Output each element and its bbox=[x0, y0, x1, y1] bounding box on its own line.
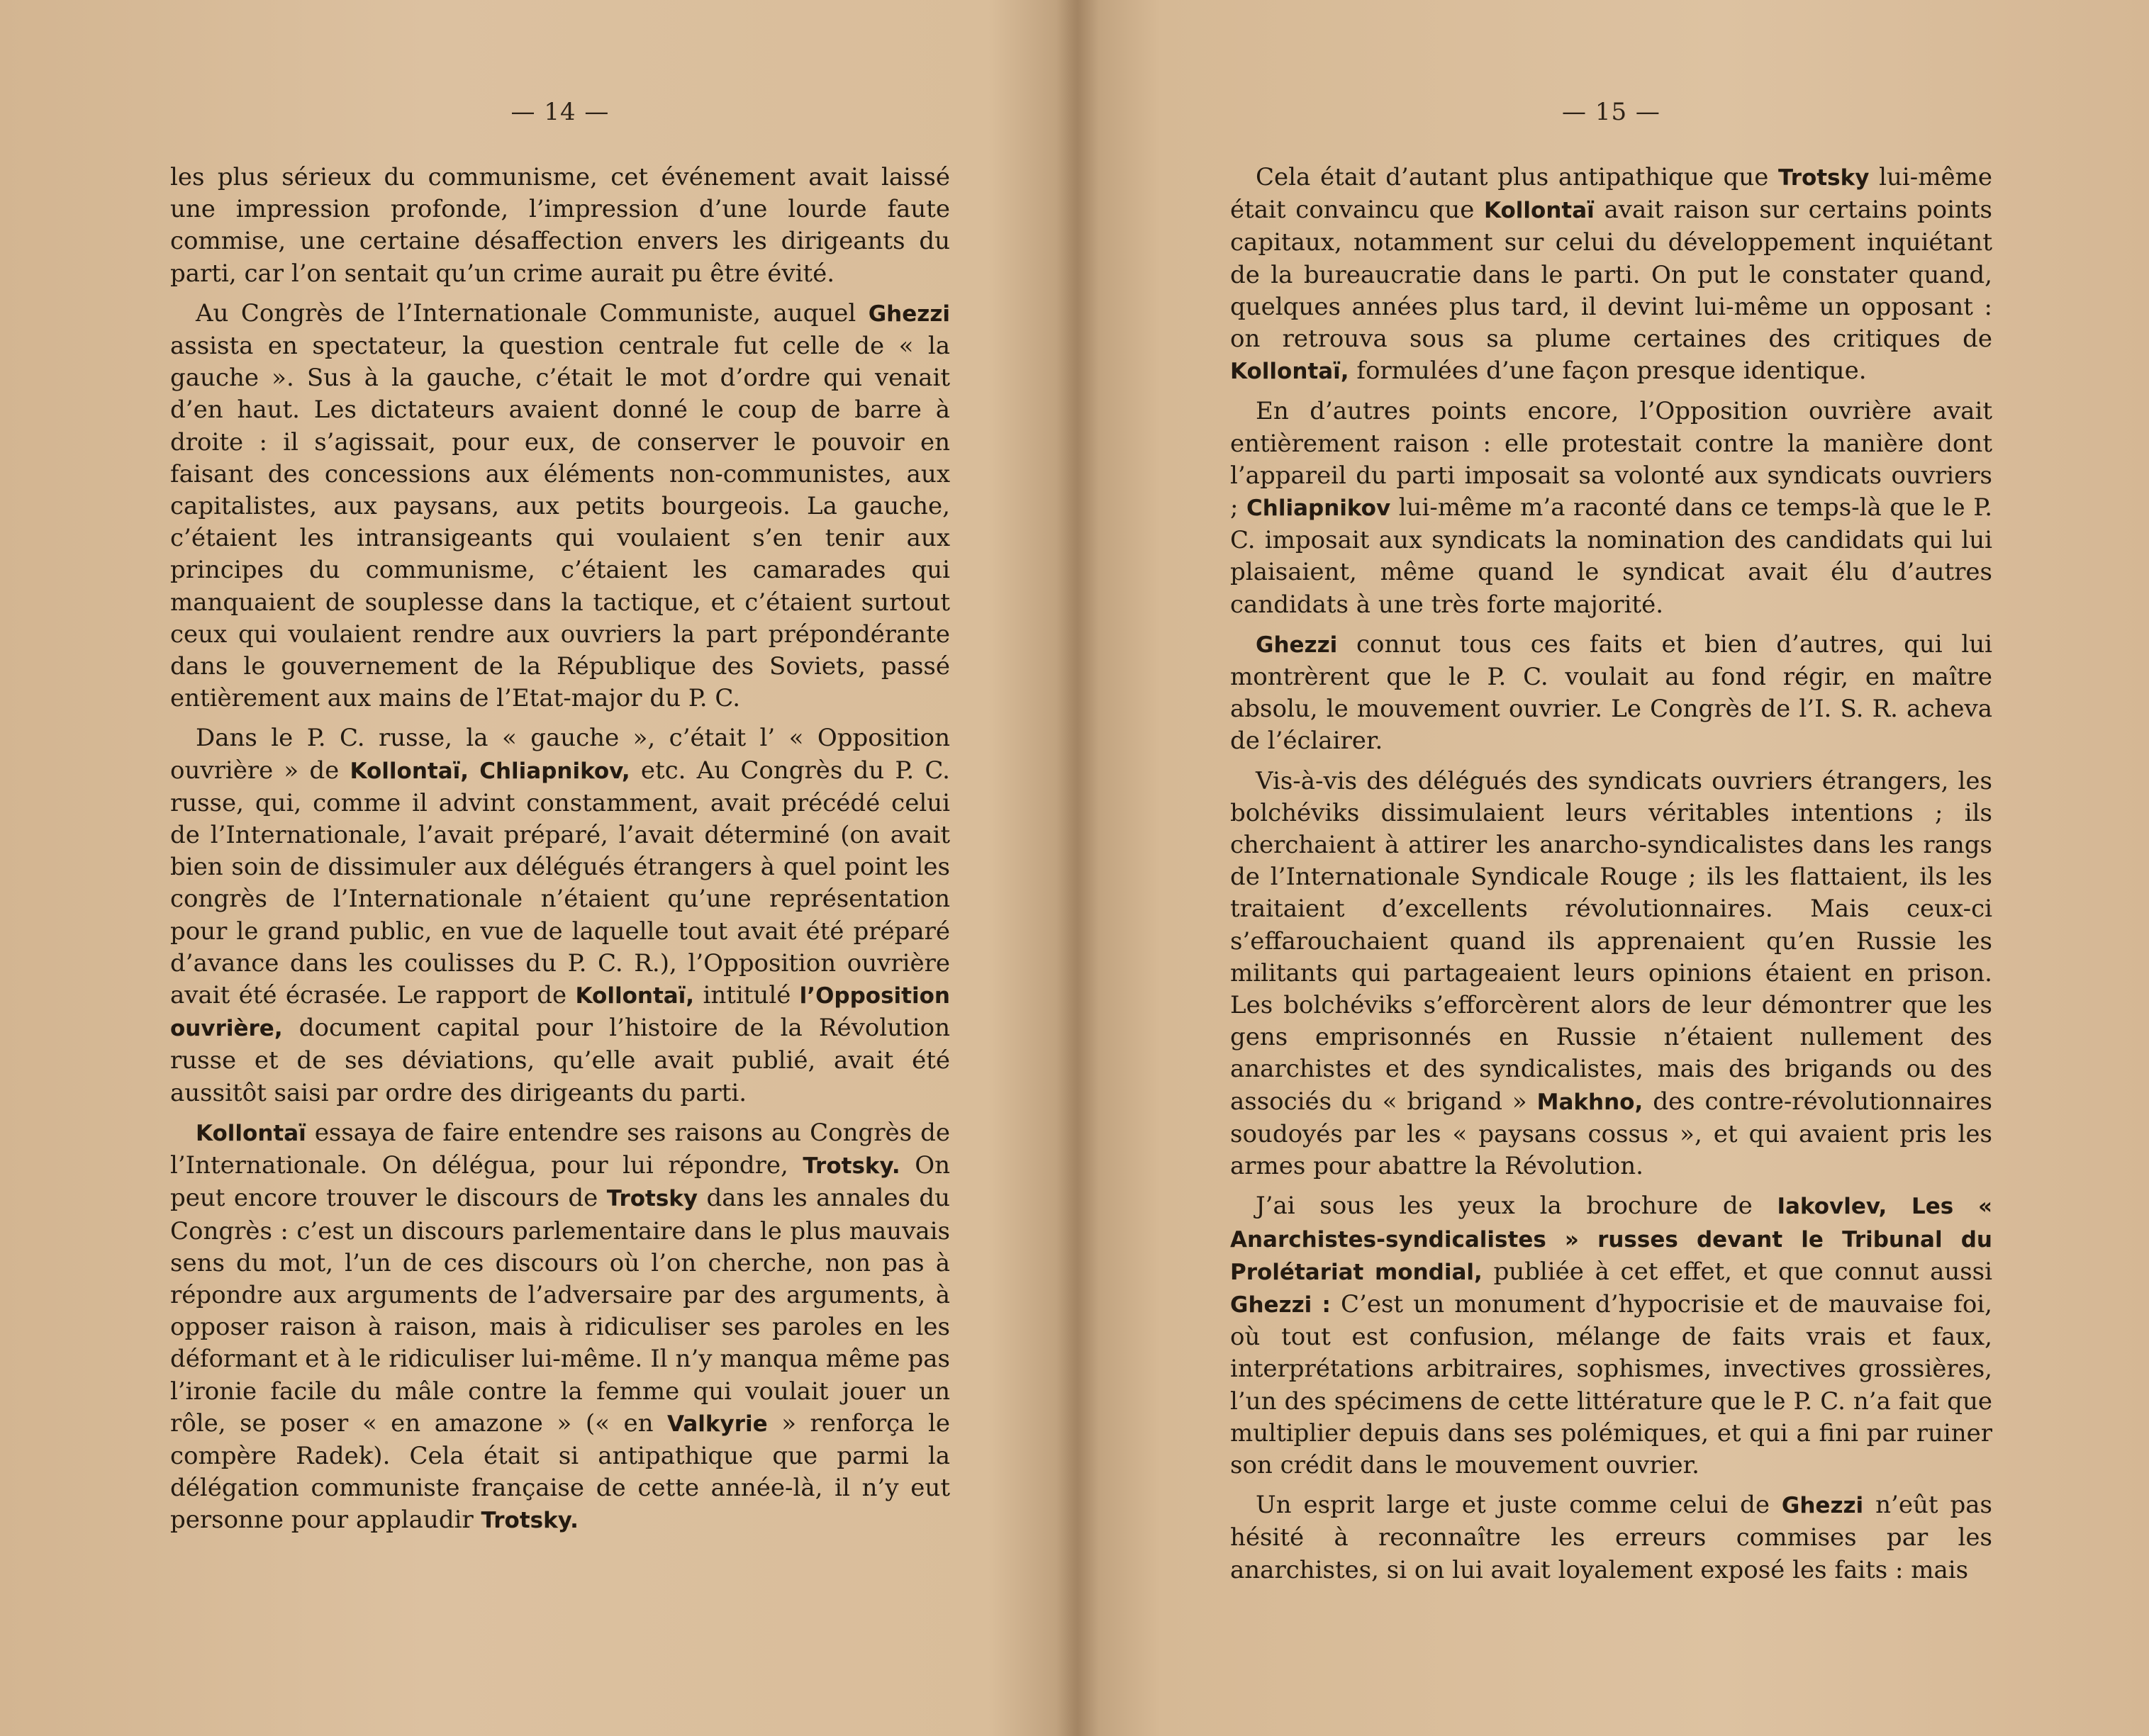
bold-run: Iakovlev, Les « Anarchistes-syndicalistes » russes devant le Tribunal du Prolétariat mondial, bbox=[1230, 1194, 1992, 1285]
paragraph bbox=[170, 162, 950, 290]
bold-run: l’Opposition ouvrière, bbox=[170, 983, 950, 1042]
text-run: Cela était d’autant plus antipathique que bbox=[1256, 163, 1779, 191]
bold-run: Makhno, bbox=[1536, 1089, 1643, 1115]
text-run: Au Congrès de l’Internationale Communiste, auquel bbox=[196, 298, 869, 327]
text-run: Dans le P. C. russe, la « gauche », c’était l’ « Opposition ouvrière » de bbox=[170, 724, 950, 785]
right-page bbox=[1230, 0, 1992, 1736]
text-run: des contre-révolutionnaires soudoyés par les « paysans cossus », et qui avaient pris les armes pour abattre la Révolution. bbox=[1230, 1087, 1992, 1181]
bold-run: Trotsky bbox=[606, 1186, 698, 1212]
text-run: dans les annales du Congrès : c’est un discours parlementaire dans le plus mauvais sens du mot, l’un de ces discours où l’on cherche, non pas à répondre aux arguments de l’adversaire par des arguments, à opposer raison à raison, mais à ridiculiser ses paroles en les déformant et à le ridiculiser lui-même. Il n’y manqua même pas l’ironie facile du mâle contre la femme qui voulait jouer un rôle, se poser « en amazone » (« en bbox=[170, 1184, 950, 1438]
bold-run: Trotsky bbox=[1778, 165, 1870, 191]
paragraph bbox=[1230, 162, 1992, 388]
page-text bbox=[1230, 162, 1992, 1594]
paragraph bbox=[1230, 1190, 1992, 1482]
bold-run: Ghezzi bbox=[1256, 632, 1338, 658]
bold-run: Kollontaï, bbox=[575, 983, 695, 1009]
page-text bbox=[170, 162, 950, 1545]
text-run: lui-même était convaincu que bbox=[1230, 163, 1992, 225]
paragraph bbox=[170, 298, 950, 715]
paragraph bbox=[1230, 629, 1992, 758]
bold-run: Trotsky. bbox=[481, 1508, 579, 1534]
bold-run: Trotsky. bbox=[803, 1153, 900, 1180]
bold-run: Valkyrie bbox=[667, 1411, 768, 1437]
text-run: formulées d’une façon presque identique. bbox=[1349, 357, 1867, 386]
bold-run: Ghezzi bbox=[1781, 1493, 1864, 1519]
text-run: J’ai sous les yeux la brochure de bbox=[1256, 1192, 1777, 1221]
paragraph bbox=[1230, 766, 1992, 1183]
page-number: — 14 — bbox=[510, 98, 610, 126]
paragraph bbox=[1230, 1489, 1992, 1586]
text-run: n’eût pas hésité à reconnaître les erreurs commises par les anarchistes, si on lui avait loyalement exposé les faits : mais bbox=[1230, 1491, 1992, 1584]
bold-run: Kollontaï bbox=[1484, 198, 1595, 224]
text-run: C’est un monument d’hypocrisie et de mauvaise foi, où tout est confusion, mélange de faits vrais et faux, interprétations arbitraires, sophismes, invectives grossières, l’un des spécimens de cette littérature que le P. C. n’a fait que multiplier depuis dans ses polémiques, et qui a fini par ruiner son crédit dans le mouvement ouvrier. bbox=[1230, 1289, 1992, 1479]
text-run: essaya de faire entendre ses raisons au Congrès de l’Internationale. On délégua, pour lui répondre, bbox=[170, 1118, 950, 1180]
text-run: lui-même m’a raconté dans ce temps-là que le P. C. imposait aux syndicats la nomination des candidats qui lui plaisaient, même quand le syndicat avait élu d’autres candidats à une très forte majorité. bbox=[1230, 493, 1993, 619]
text-run: intitulé bbox=[694, 981, 800, 1010]
text-run: » renforça le compère Radek). Cela était si antipathique que parmi la délégation communiste française de cette année-là, il n’y eut personne pour applaudir bbox=[170, 1409, 950, 1535]
text-run: les plus sérieux du communisme, cet événement avait laissé une impression profonde, l’impression d’une lourde faute commise, une certaine désaffection envers les dirigeants du parti, car l’on sentait qu’un crime aurait pu être évité. bbox=[170, 163, 950, 288]
text-run: On peut encore trouver le discours de bbox=[170, 1151, 950, 1213]
paragraph bbox=[170, 1117, 950, 1538]
text-run: assista en spectateur, la question centrale fut celle de « la gauche ». Sus à la gauche, c’était le mot d’ordre qui venait d’en haut. Les dictateurs avaient donné le coup de barre à droite : il s’agissait, pour eux, de conserver le pouvoir en faisant des concessions aux éléments non-communistes, aux capitalistes, aux paysans, aux petits bourgeois. La gauche, c’étaient les intransigeants qui voulaient s’en tenir aux principes du communisme, c’étaient les camarades qui manquaient de souplesse dans la tactique, et c’étaient surtout ceux qui voulaient rendre aux ouvriers la part prépondérante dans le gouvernement de la République des Soviets, passé entièrement aux mains de l’Etat-major du P. C. bbox=[170, 332, 950, 713]
bold-run: Chliapnikov bbox=[1246, 495, 1391, 522]
bold-run: Ghezzi : bbox=[1230, 1292, 1331, 1318]
text-run: connut tous ces faits et bien d’autres, qui lui montrèrent que le P. C. voulait au fond régir, en maître absolu, le mouvement ouvrier. Le Congrès de l’I. S. R. acheva de l’éclairer. bbox=[1230, 629, 1992, 756]
bold-run: Kollontaï bbox=[196, 1120, 306, 1146]
paragraph bbox=[170, 722, 950, 1109]
text-run: document capital pour l’histoire de la Révolution russe et de ses déviations, qu’elle avait publié, avait été aussitôt saisi par ordre des dirigeants du parti. bbox=[170, 1014, 950, 1107]
text-run: avait raison sur certains points capitaux, notamment sur celui du développement inquiétant de la bureaucratie dans le parti. On put le constater quand, quelques années plus tard, il devint lui-même un opposant : on retrouva sous sa plume certaines des critiques de bbox=[1230, 196, 1992, 354]
bold-run: Ghezzi bbox=[868, 301, 950, 327]
book-gutter bbox=[1056, 0, 1099, 1736]
text-run: publiée à cet effet, et que connut aussi bbox=[1482, 1257, 1993, 1286]
page-number: — 15 — bbox=[1562, 98, 1660, 126]
text-run: Vis-à-vis des délégués des syndicats ouvriers étrangers, les bolchéviks dissimulaient leurs véritables intentions ; ils cherchaient à attirer les anarcho-syndicalistes dans les rangs de l’Internationale Syndicale Rouge ; ils les flattaient, ils les traitaient d’excellents révolutionnaires. Mais ceux-ci s’effarouchaient quand ils apprenaient qu’en Russie les militants qui partageaient leurs opinions étaient en prison. Les bolchéviks s’efforcèrent alors de leur démontrer que les gens emprisonnés en Russie n’étaient nullement des anarchistes et des syndicalistes, mais des brigands ou des associés du « brigand » bbox=[1230, 766, 1992, 1116]
left-page bbox=[170, 0, 950, 1736]
text-run: etc. Au Congrès du P. C. russe, qui, comme il advint constamment, avait précédé celui de l’Internationale, l’avait préparé, l’avait déterminé (on avait bien soin de dissimuler aux délégués étrangers à quel point les congrès de l’Internationale n’étaient qu’une représentation pour le grand public, en vue de laquelle tout avait été préparé d’avance dans les coulisses du P. C. R.), l’Opposition ouvrière avait été écrasée. Le rapport de bbox=[170, 756, 950, 1010]
paragraph bbox=[1230, 396, 1992, 620]
bold-run: Kollontaï, bbox=[1230, 359, 1349, 385]
bold-run: Kollontaï, Chliapnikov, bbox=[350, 758, 630, 784]
text-run: En d’autres points encore, l’Opposition ouvrière avait entièrement raison : elle protestait contre la manière dont l’appareil du parti imposait sa volonté aux syndicats ouvriers ; bbox=[1230, 397, 1992, 522]
text-run: Un esprit large et juste comme celui de bbox=[1256, 1491, 1782, 1520]
